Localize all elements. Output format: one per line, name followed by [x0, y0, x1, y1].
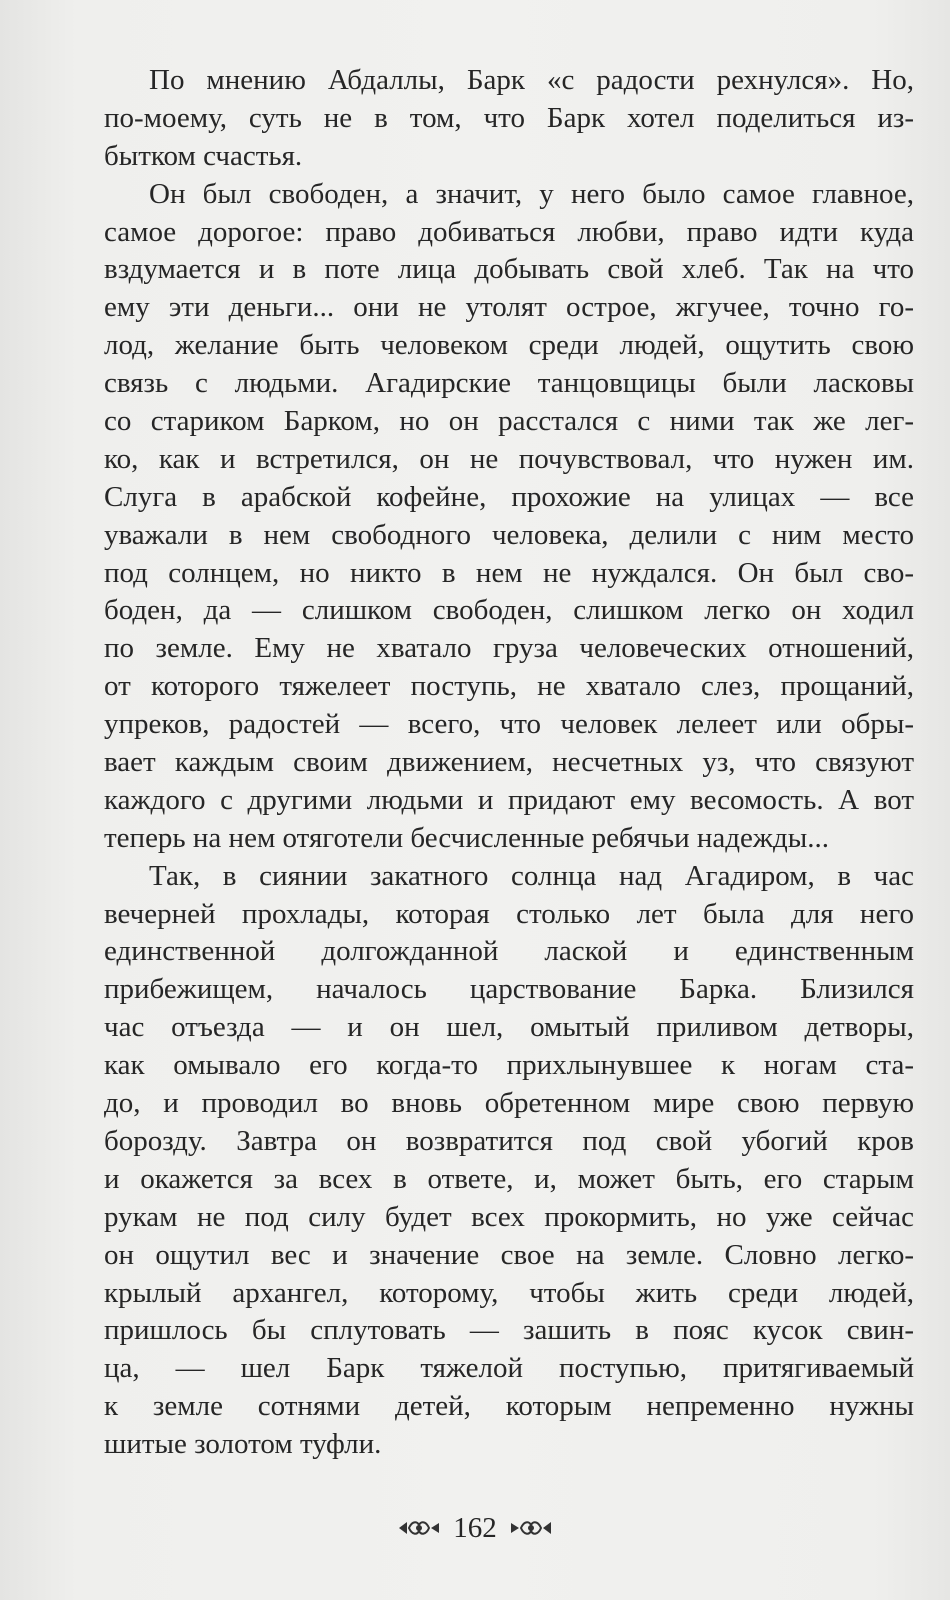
- text-line: Он был свободен, а значит, у него было самое главное,: [149, 177, 914, 210]
- text-line: самое дорогое: право добиваться любви, право идти куда: [104, 215, 914, 248]
- text-line: по-моему, суть не в том, что Барк хотел поделиться из-: [104, 101, 914, 134]
- text-line: уважали в нем свободного человека, делили с ним место: [104, 518, 914, 551]
- text-line: Слуга в арабской кофейне, прохожие на улицах — все: [104, 480, 914, 513]
- text-line: По мнению Абдаллы, Барк «с радости рехнулся». Но,: [149, 64, 914, 96]
- text-line: теперь на нем отяготели бесчисленные ребячьи надежды...: [104, 821, 829, 854]
- text-line: шитые золотом туфли.: [104, 1428, 382, 1461]
- text-line: до, и проводил во вновь обретенном мире свою первую: [104, 1087, 914, 1120]
- text-line: от которого тяжелеет поступь, не хватало слез, прощаний,: [104, 670, 914, 703]
- text-line: единственной долгожданной лаской и единственным: [104, 935, 914, 968]
- text-line: ко, как и встретился, он не почувствовал, что нужен им.: [104, 442, 914, 475]
- text-line: как омывало его когда-то прихлынувшее к ногам ста-: [104, 1049, 914, 1082]
- text-line: вздумается и в поте лица добывать свой хлеб. Так на что: [104, 253, 914, 286]
- right-ornament-icon: [509, 1517, 553, 1539]
- text-line: крылый архангел, которому, чтобы жить среди людей,: [104, 1276, 914, 1309]
- text-line: ца, — шел Барк тяжелой поступью, притягиваемый: [104, 1352, 914, 1385]
- text-line: и окажется за всех в ответе, и, может быть, его старым: [104, 1162, 914, 1195]
- page-number: 162: [453, 1511, 497, 1544]
- text-line: он ощутил вес и значение свое на земле. Словно легко-: [104, 1238, 914, 1271]
- text-line: лод, желание быть человеком среди людей, ощутить свою: [104, 329, 914, 362]
- text-line: под солнцем, но никто в нем не нуждался. Он был сво-: [104, 556, 914, 589]
- text-line: связь с людьми. Агадирские танцовщицы были ласковы: [104, 367, 914, 400]
- text-line: со стариком Барком, но он расстался с ними так же лег-: [104, 405, 914, 438]
- left-ornament-icon: [397, 1517, 441, 1539]
- text-line: каждого с другими людьми и придают ему весомость. А вот: [104, 783, 914, 816]
- text-line: вечерней прохлады, которая столько лет была для него: [104, 897, 914, 930]
- text-line: рукам не под силу будет всех прокормить, но уже сейчас: [104, 1200, 914, 1233]
- body-text: [104, 62, 914, 1464]
- text-line: Так, в сиянии закатного солнца над Агадиром, в час: [149, 859, 914, 892]
- text-line: вает каждым своим движением, несчетных уз, что связуют: [104, 746, 914, 779]
- text-line: по земле. Ему не хватало груза человеческих отношений,: [104, 632, 914, 665]
- text-line: ему эти деньги... они не утолят острое, жгучее, точно го-: [104, 291, 914, 324]
- text-line: прибежищем, началось царствование Барка. Близился: [104, 973, 914, 1006]
- text-line: час отъезда — и он шел, омытый приливом детворы,: [104, 1011, 914, 1044]
- page-folio: [0, 1506, 950, 1550]
- text-line: боден, да — слишком свободен, слишком легко он ходил: [104, 594, 914, 627]
- text-line: пришлось бы сплутовать — зашить в пояс кусок свин-: [104, 1314, 914, 1347]
- text-line: бытком счастья.: [104, 139, 303, 172]
- text-line: борозду. Завтра он возвратится под свой убогий кров: [104, 1124, 914, 1157]
- text-line: упреков, радостей — всего, что человек лелеет или обры-: [104, 708, 914, 741]
- text-line: к земле сотнями детей, которым непременно нужны: [104, 1390, 914, 1423]
